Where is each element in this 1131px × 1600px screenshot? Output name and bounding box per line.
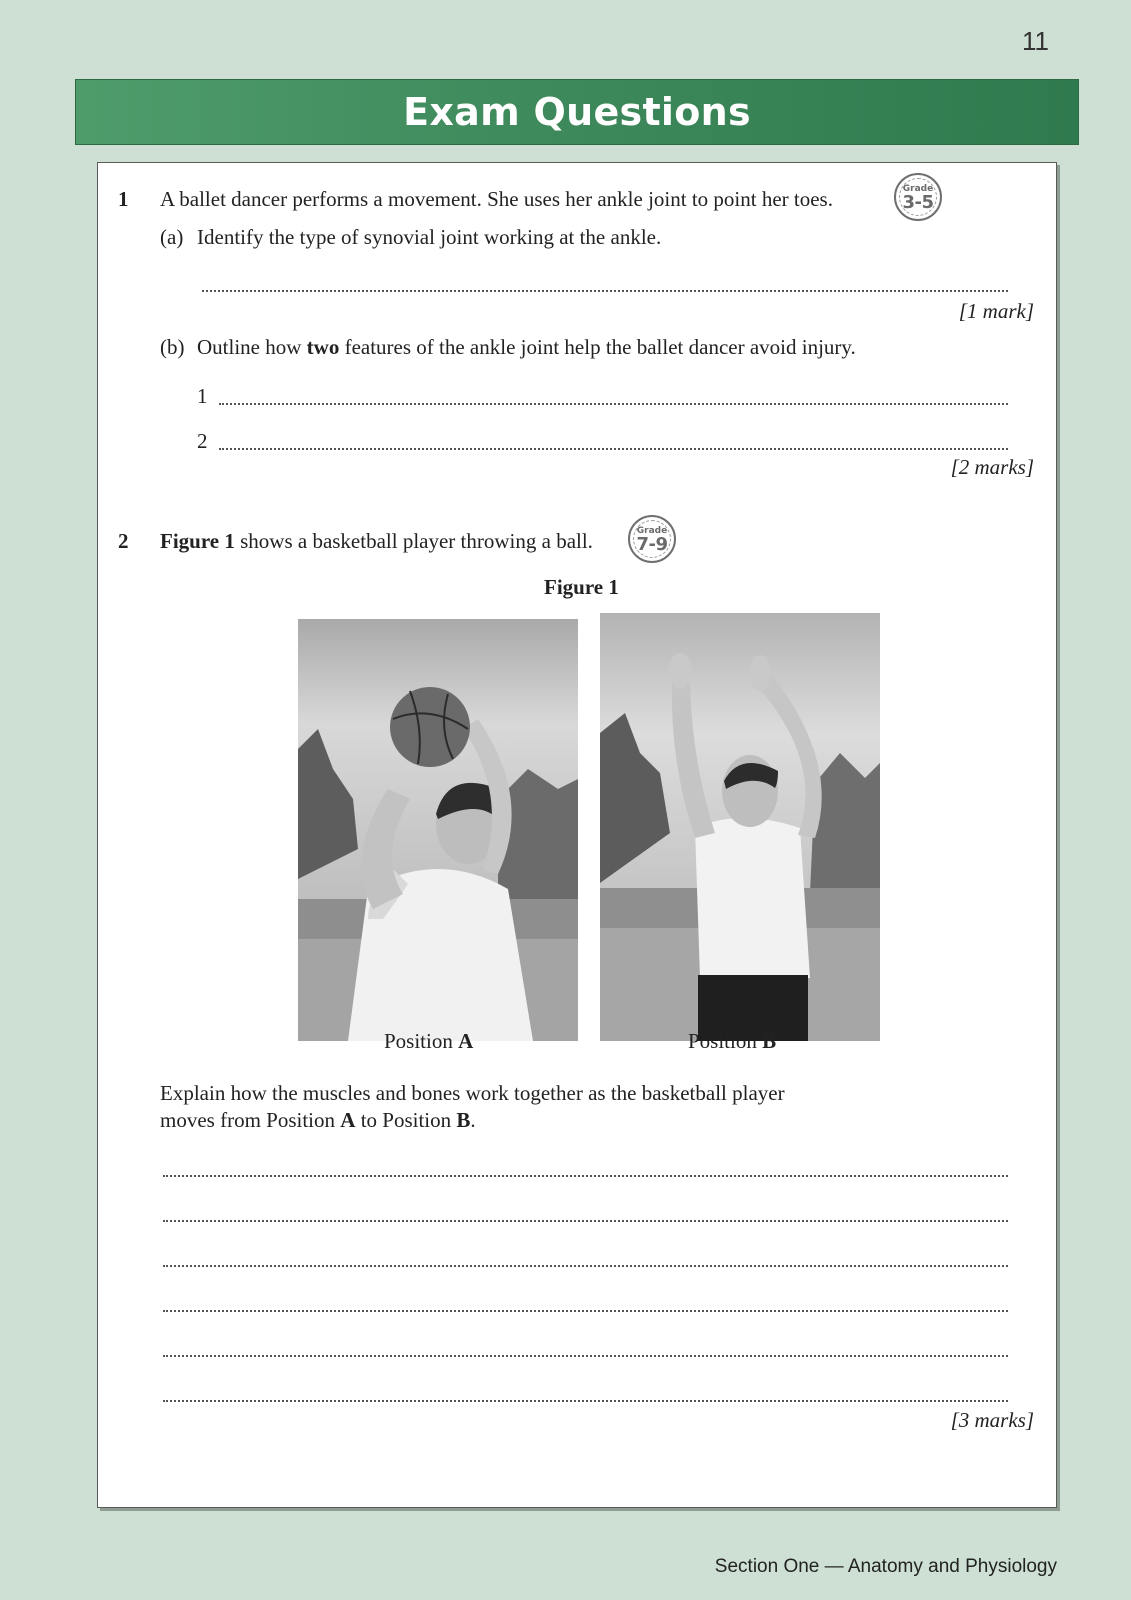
q1b-answer-line-1[interactable] [219,403,1008,405]
q1b-answer-line-2[interactable] [219,448,1008,450]
grade-word: Grade [636,525,668,536]
q2-answer-line-2[interactable] [163,1220,1008,1222]
q2-grade-badge [628,515,676,563]
q1a-text: Identify the type of synovial joint working at the ankle. [197,225,662,249]
page-number: 11 [1022,26,1049,56]
q2-number: 2 [118,529,129,553]
q1b-label: (b) [160,335,185,359]
q1b-text: Outline how two features of the ankle joint help the ballet dancer avoid injury. [197,335,856,359]
q1a-label: (a) [160,225,184,249]
q2-prompt-line-1: Explain how the muscles and bones work together as the basketball player [160,1081,785,1105]
title-banner [75,79,1079,145]
q2-prompt-line-2: moves from Position A to Position B. [160,1108,476,1132]
basketball-player-position-a-image [298,619,578,1041]
q2-answer-line-4[interactable] [163,1310,1008,1312]
q1b-line-2-number: 2 [197,429,208,453]
q2-answer-line-1[interactable] [163,1175,1008,1177]
q2-marks: [3 marks] [950,1408,1034,1432]
basketball-player-position-b-image [600,613,880,1041]
q2-answer-line-3[interactable] [163,1265,1008,1267]
photo-position-b [600,613,880,1041]
photo-position-a [298,619,578,1041]
grade-word: Grade [902,183,934,194]
caption-position-a: Position A [384,1029,474,1053]
grade-value: 3-5 [902,191,934,213]
grade-value: 7-9 [636,533,668,555]
q2-answer-line-5[interactable] [163,1355,1008,1357]
q1-number: 1 [118,187,129,211]
questions-panel [97,162,1057,1508]
section-footer: Section One — Anatomy and Physiology [714,1556,1057,1577]
page-title: Exam Questions [403,90,751,134]
q1b-marks: [2 marks] [950,455,1034,479]
q1b-line-1-number: 1 [197,384,208,408]
figure-title: Figure 1 [544,575,619,599]
q1-grade-badge [894,173,942,221]
q1-stem: A ballet dancer performs a movement. She uses her ankle joint to point her toes. [160,187,833,211]
q1a-marks: [1 mark] [958,299,1034,323]
caption-position-b: Position B [688,1029,777,1053]
q2-stem: Figure 1 shows a basketball player throwing a ball. [160,529,593,553]
q1a-answer-line[interactable] [202,290,1008,292]
q2-answer-line-6[interactable] [163,1400,1008,1402]
